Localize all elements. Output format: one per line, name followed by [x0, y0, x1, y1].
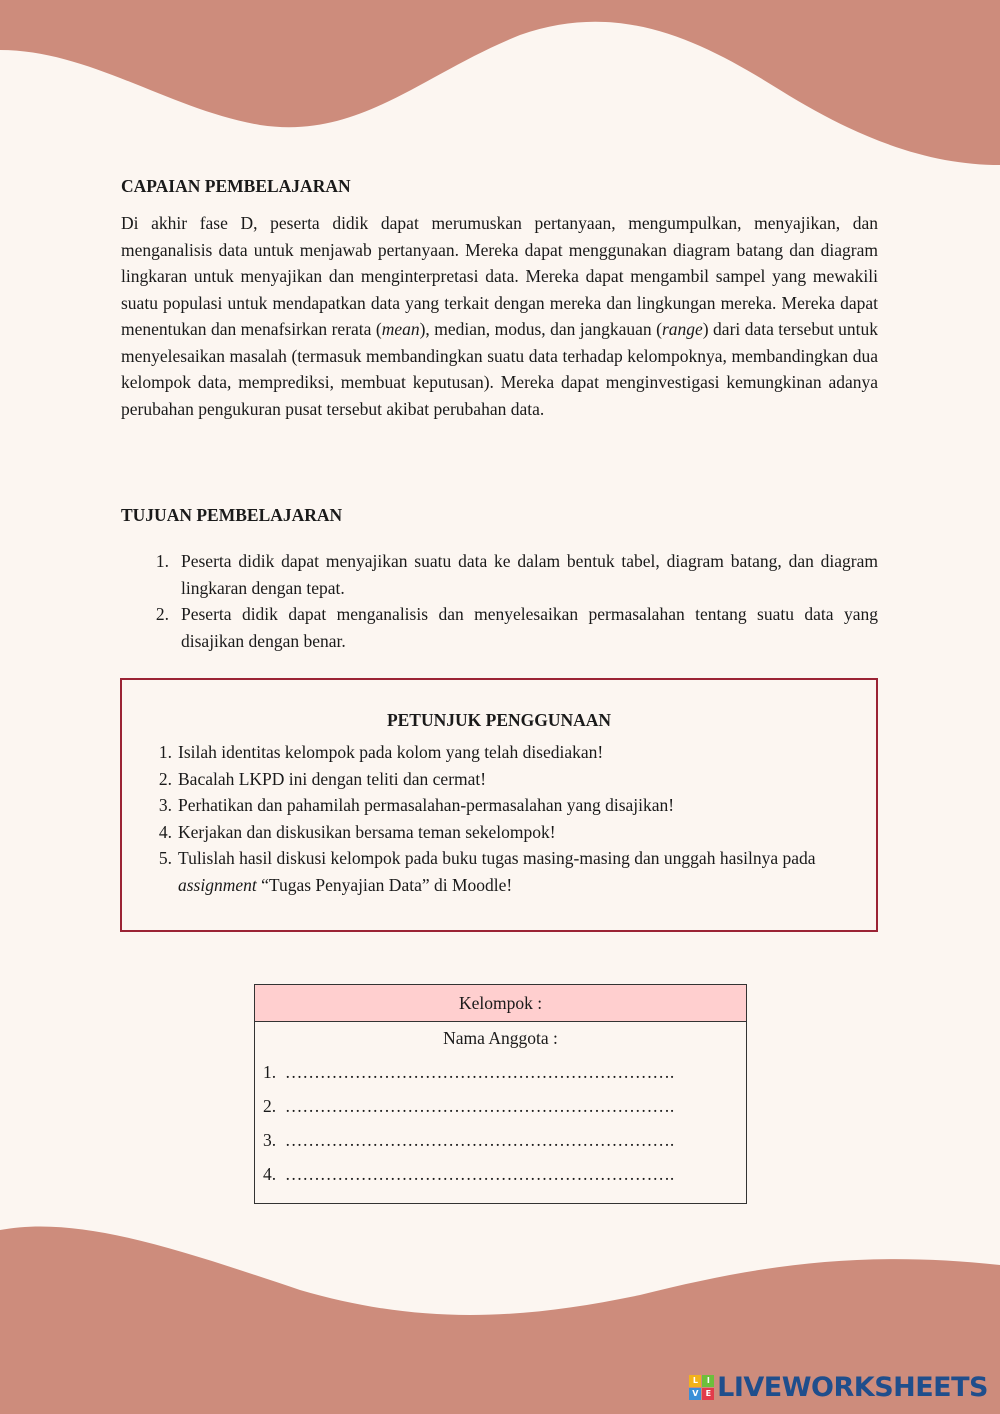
capaian-text-3: ) dari data tersebut untuk menyelesaikan masalah (termasuk membandingkan suatu data terhadap kelompoknya, membandingkan dua kelompok data, memprediksi, membuat keputusan). Mereka dapat menginvestigasi kemungkinan adanya perubahan pengukuran pusat tersebut akibat perubahan data. [121, 319, 878, 419]
logo-letter: V [689, 1388, 701, 1400]
logo-letter: E [702, 1388, 714, 1400]
capaian-text-1: Di akhir fase D, peserta didik dapat merumuskan pertanyaan, mengumpulkan, menyajikan, dan menganalisis data untuk menjawab pertanyaan. Mereka dapat menggunakan diagram batang dan diagram lingkaran untuk menyajikan dan menginterpretasi data. Mereka dapat mengambil sampel yang mewakili suatu populasi untuk mendapatkan data yang terkait dengan mereka dan lingkungan mereka. Mereka dapat menentukan dan menafsirkan rerata ( [121, 213, 878, 339]
petunjuk-item [122, 845, 876, 898]
live-blocks-icon [689, 1375, 714, 1400]
petunjuk-item [122, 819, 876, 846]
members-cell [255, 1022, 747, 1204]
member-blank[interactable]: …………………………………………………………. [284, 1164, 675, 1184]
kelompok-header[interactable]: Kelompok : [255, 985, 747, 1022]
mean-term: mean [381, 319, 420, 339]
member-row[interactable] [263, 1157, 738, 1191]
tujuan-section [121, 505, 878, 654]
capaian-title: CAPAIAN PEMBELAJARAN [121, 176, 351, 196]
item-text: Peserta didik dapat menyajikan suatu data ke dalam bentuk tabel, diagram batang, dan diagram lingkaran dengan tepat. [181, 551, 878, 598]
capaian-paragraph [121, 210, 878, 422]
tujuan-title: TUJUAN PEMBELAJARAN [121, 505, 343, 525]
capaian-text-2: ), median, modus, dan jangkauan ( [419, 319, 662, 339]
petunjuk-item [122, 792, 876, 819]
member-row[interactable] [263, 1055, 738, 1089]
top-wave-decoration [0, 0, 1000, 170]
item-text-b: “Tugas Penyajian Data” di Moodle! [256, 874, 513, 895]
item-text: Peserta didik dapat menganalisis dan menyelesaikan permasalahan tentang suatu data yang disajikan dengan benar. [181, 604, 878, 651]
tujuan-item [121, 548, 878, 601]
petunjuk-item [122, 766, 876, 793]
member-blank[interactable]: …………………………………………………………. [284, 1130, 675, 1150]
item-text: Perhatikan dan pahamilah permasalahan-permasalahan yang disajikan! [178, 795, 675, 815]
member-number: 3. [263, 1130, 277, 1150]
members-label: Nama Anggota : [443, 1028, 558, 1048]
assignment-term: assignment [178, 874, 257, 895]
member-number: 1. [263, 1062, 277, 1082]
logo-text: LIVEWORKSHEETS [717, 1372, 988, 1403]
item-text [178, 845, 864, 898]
liveworksheets-logo[interactable] [689, 1372, 988, 1403]
group-identity-table [254, 984, 747, 1204]
item-number: 2. [158, 768, 172, 789]
item-number: 2. [155, 604, 169, 624]
item-text: Bacalah LKPD ini dengan teliti dan cermat! [178, 768, 487, 789]
item-text: Isilah identitas kelompok pada kolom yang telah disediakan! [178, 742, 604, 762]
petunjuk-box [120, 678, 878, 932]
item-text-a: Tulislah hasil diskusi kelompok pada buku tugas masing-masing dan unggah hasilnya pada [178, 848, 816, 868]
member-number: 4. [263, 1164, 277, 1184]
item-number: 1. [158, 742, 172, 762]
petunjuk-title: PETUNJUK PENGGUNAAN [386, 710, 612, 730]
range-term: range [661, 319, 703, 339]
item-number: 3. [158, 795, 172, 815]
item-text: Kerjakan dan diskusikan bersama teman sekelompok! [178, 821, 556, 842]
item-number: 5. [158, 848, 172, 868]
member-number: 2. [263, 1096, 277, 1116]
item-number: 1. [155, 551, 169, 571]
logo-letter: I [702, 1375, 714, 1387]
member-blank[interactable]: …………………………………………………………. [284, 1096, 675, 1116]
member-row[interactable] [263, 1123, 738, 1157]
petunjuk-item [122, 739, 876, 766]
item-number: 4. [158, 821, 172, 842]
logo-letter: L [689, 1375, 701, 1387]
member-row[interactable] [263, 1089, 738, 1123]
tujuan-item [121, 601, 878, 654]
member-blank[interactable]: …………………………………………………………. [284, 1062, 675, 1082]
capaian-section [121, 176, 878, 422]
